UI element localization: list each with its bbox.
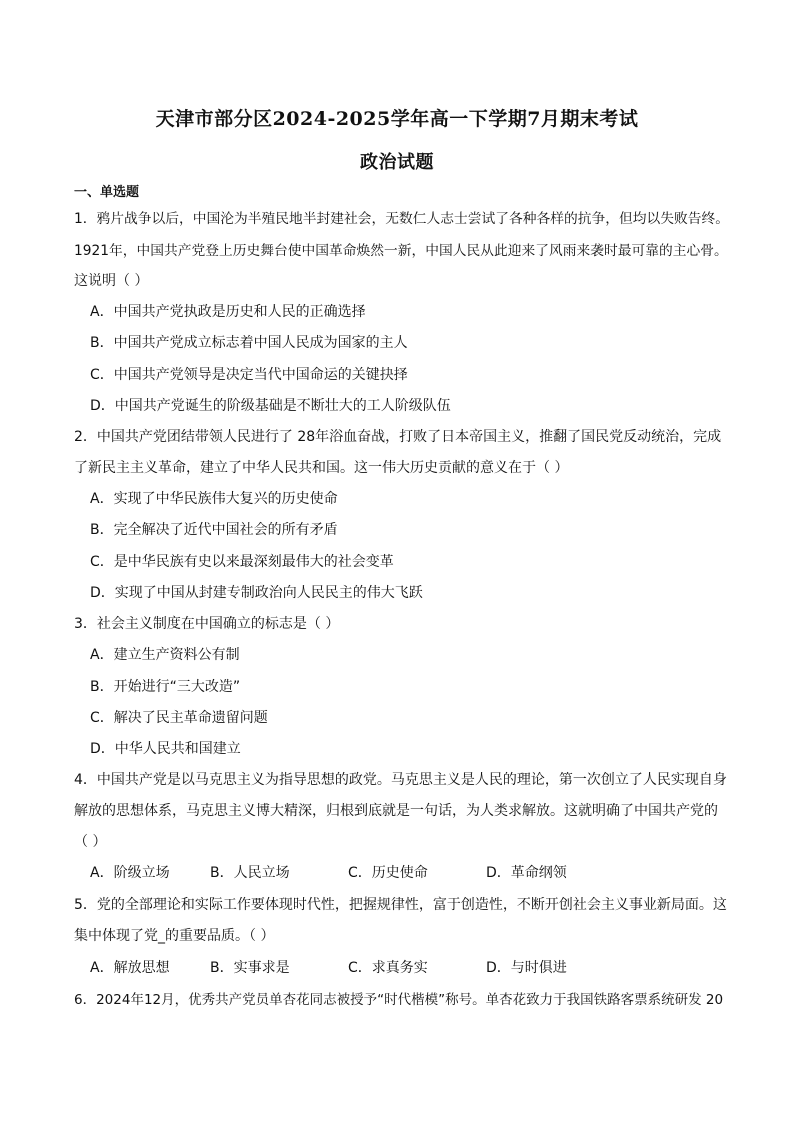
question-3-line-1: 3．社会主义制度在中国确立的标志是（ ） [74, 616, 340, 632]
exam-title: 天津市部分区2024-2025学年高一下学期7月期末考试 [155, 108, 639, 130]
question-4-option-b: B．人民立场 [210, 865, 290, 881]
question-3-option-a: A．建立生产资料公有制 [90, 647, 240, 663]
question-2-option-b: B．完全解决了近代中国社会的所有矛盾 [90, 522, 338, 538]
question-2-option-d: D．实现了中国从封建专制政治向人民民主的伟大飞跃 [90, 585, 423, 601]
question-4-option-a: A．阶级立场 [90, 865, 170, 881]
question-1-line-1: 1．鸦片战争以后，中国沦为半殖民地半封建社会，无数仁人志士尝试了各种各样的抗争，但均以失败告终。 [74, 211, 730, 227]
question-3-option-d: D．中华人民共和国建立 [90, 741, 241, 757]
question-5-option-d: D．与时俱进 [486, 960, 567, 976]
question-4-line-1: 4．中国共产党是以马克思主义为指导思想的政党。马克思主义是人民的理论，第一次创立了人民实现自身 [74, 772, 727, 788]
question-4-line-3: （ ） [74, 834, 107, 850]
question-1-option-c: C．中国共产党领导是决定当代中国命运的关键抉择 [90, 367, 408, 383]
section-heading: 一、单选题 [74, 185, 140, 200]
question-2-line-1: 2．中国共产党团结带领人民进行了 28年浴血奋战，打败了日本帝国主义，推翻了国民党反动统治，完成 [74, 429, 722, 445]
question-3-option-b: B．开始进行“三大改造” [90, 679, 241, 695]
question-1-option-d: D．中国共产党诞生的阶级基础是不断壮大的工人阶级队伍 [90, 398, 451, 414]
question-6-line-1: 6．2024年12月，优秀共产党员单杏花同志被授予“时代楷模”称号。单杏花致力于我国铁路客票系统研发 20 [74, 992, 724, 1008]
question-1-line-3: 这说明（ ） [74, 273, 149, 289]
question-1-line-2: 1921年，中国共产党登上历史舞台使中国革命焕然一新，中国人民从此迎来了风雨来袭时最可靠的主心骨。 [74, 243, 728, 259]
exam-subtitle: 政治试题 [360, 152, 434, 173]
question-5-option-c: C．求真务实 [348, 960, 428, 976]
question-4-option-c: C．历史使命 [348, 865, 428, 881]
question-5-option-b: B．实事求是 [210, 960, 290, 976]
question-4-line-2: 解放的思想体系，马克思主义博大精深，归根到底就是一句话，为人类求解放。这就明确了中国共产党的 [74, 803, 718, 819]
question-5-line-1: 5．党的全部理论和实际工作要体现时代性，把握规律性，富于创造性，不断开创社会主义事业新局面。这 [74, 897, 727, 913]
question-4-options [90, 862, 690, 882]
question-4-option-d: D．革命纲领 [486, 865, 567, 881]
question-5-option-a: A．解放思想 [90, 960, 170, 976]
question-2-option-c: C．是中华民族有史以来最深刻最伟大的社会变革 [90, 554, 394, 570]
question-5-options [90, 957, 690, 977]
question-3-option-c: C．解决了民主革命遗留问题 [90, 710, 268, 726]
question-1-option-b: B．中国共产党成立标志着中国人民成为国家的主人 [90, 335, 408, 351]
question-2-line-2: 了新民主主义革命，建立了中华人民共和国。这一伟大历史贡献的意义在于（ ） [74, 460, 569, 476]
question-2-option-a: A．实现了中华民族伟大复兴的历史使命 [90, 491, 338, 507]
question-1-option-a: A．中国共产党执政是历史和人民的正确选择 [90, 304, 366, 320]
question-5-line-2: 集中体现了党_的重要品质。（ ） [74, 928, 275, 944]
